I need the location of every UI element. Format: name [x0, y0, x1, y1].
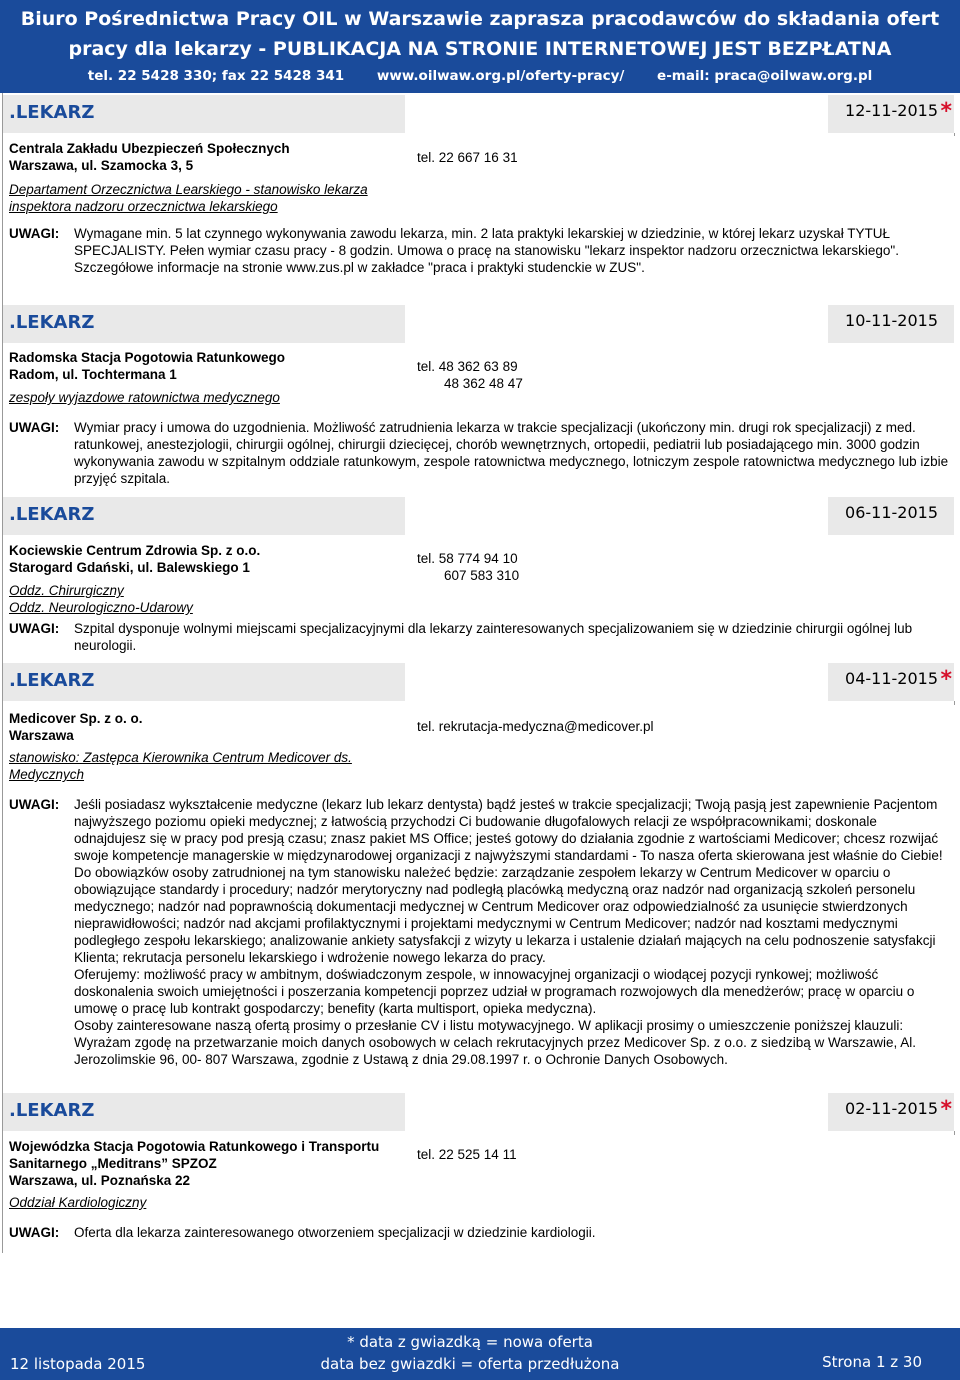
employer-address: Warszawa, ul. Szamocka 3, 5 — [9, 158, 194, 173]
phone-number: tel. 22 525 14 11 — [417, 1147, 517, 1162]
date-box — [828, 497, 954, 535]
divider — [954, 701, 955, 705]
footer — [0, 1328, 960, 1380]
remarks-label: UWAGI: — [9, 797, 60, 812]
header-banner — [0, 0, 960, 93]
banner-line-2: pracy dla lekarzy - PUBLIKACJA NA STRONIE INTERNETOWEJ JEST BEZPŁATNA — [68, 38, 892, 60]
employer-name: Centrala Zakładu Ubezpieczeń Społecznych — [9, 141, 290, 156]
position-line: Oddz. Neurologiczno-Udarowy — [9, 600, 193, 615]
position — [9, 181, 368, 215]
remarks — [9, 225, 949, 295]
banner-phone: tel. 22 5428 330; fax 22 5428 341 — [87, 68, 345, 84]
remarks — [9, 796, 949, 1086]
remarks-paragraph: Oferujemy: możliwość pracy w ambitnym, doświadczonym zespole, w innowacyjnej organizacji o wiodącej pozycji rynkowej; możliwość doskonalenia swoich umiejętności i poszerzania kompetencji poprzez udział w programach rozwojowych dla menedżerów; pracę w oparciu o umowę o pracę lub kontrakt gospodarczy; benefity (karta multisport, opieka medyczna). — [74, 967, 915, 1016]
section-bar — [3, 497, 405, 535]
remarks-paragraph: Wymagane min. 5 lat czynnego wykonywania zawodu lekarza, min. 2 lata praktyki lekarskiej w dziedzinie, w której lekarz uzyskał TYTUŁ SPECJALISTY. Pełen wymiar czasu pracy - 8 godzin. Umowa o pracę na stanowisku "lekarz inspektor nadzoru orzecznictwa lekarskiego". — [74, 226, 899, 258]
offer-date: 12-11-2015 — [845, 101, 938, 120]
position-line: stanowisko: Zastępca Kierownika Centrum Medicover ds. — [9, 750, 352, 765]
offer-date: 02-11-2015 — [845, 1099, 938, 1118]
position — [9, 1194, 146, 1211]
date-box — [828, 95, 954, 133]
employer-name-cont: Sanitarnego „Meditrans” SPZOZ — [9, 1156, 217, 1171]
employer — [9, 140, 290, 174]
footer-date: 12 listopada 2015 — [10, 1355, 146, 1373]
offer-date: 04-11-2015 — [845, 669, 938, 688]
employer — [9, 349, 285, 383]
position — [9, 749, 352, 783]
remarks-paragraph: Osoby zainteresowane naszą ofertą prosimy o przesłanie CV i listu motywacyjnego. W aplikacji prosimy o umieszczenie poniższej klauzuli: Wyrażam zgodę na przetwarzanie moich danych osobowych w celach rekrutacyjnych przez Medicover Sp. z o.o. z siedzibą w Warszawie, Al. Jerozolimskie 96, 00- 807 Warszawa, zgodnie z Ustawą z dnia 29.08.1997 r. o Ochronie Danych Osobowych. — [74, 1018, 916, 1067]
section-label: .LEKARZ — [9, 670, 95, 691]
phone-number: tel. 48 362 63 89 — [417, 359, 518, 374]
remarks-paragraph: Do obowiązków osoby zatrudnionej na tym stanowisku należeć będzie: zarządzanie zespołem lekarzy w Centrum Medicover w oparciu o obowiązujące standardy i procedury; nadzór merytoryczny nad podległą placówką medyczną oraz nadzór nad organizacją szkoleń personelu medycznego; nadzór nad poprawnością dokumentacji medycznej w Centrum Medicover oraz odpowiedzialność za usunięcie stwierdzonych nieprawidłowości; nadzór nad akcjami profilaktycznymi i projektami medycznymi w Centrum Medicover; nadzór nad kosztami medycznymi podległego zespołu lekarskiego; analizowanie ankiety satysfakcji z wizyty u lekarza i ustalenie działań mających na celu podnoszenie satysfakcji Klienta; rekrutacja personelu lekarskiego i wdrożenie nowego lekarza do pracy. — [74, 865, 936, 965]
position-line: Oddział Kardiologiczny — [9, 1195, 147, 1210]
employer — [9, 542, 260, 576]
remarks-paragraph: Oferta dla lekarza zainteresowanego otworzeniem specjalizacji w dziedzinie kardiologii. — [74, 1225, 596, 1240]
phone — [417, 358, 523, 392]
phone-number: tel. 58 774 94 10 — [417, 551, 518, 566]
employer-address: Warszawa, ul. Poznańska 22 — [9, 1173, 191, 1188]
remarks-label: UWAGI: — [9, 621, 60, 636]
remarks-paragraph: Wymiar pracy i umowa do uzgodnienia. Możliwość zatrudnienia lekarza w trakcie specjalizacji (ukończony min. drugi rok specjalizacji) z med. ratunkowej, anestezjologii, chirurgii ogólnej, chirurgii dziecięcej, chorób wewnętrznych, ortopedii, pediatrii lub posiadającego min. 3000 godzin wykonywania zawodu w szpitalnym oddziale ratunkowym, zespole ratownictwa medycznego, lotniczym zespole ratownictwa medycznego lub izbie przyjęć szpitala. — [74, 420, 949, 486]
remarks-paragraph: Szczegółowe informacje na stronie www.zus.pl w zakładce "praca i praktyki studenckie w ZUS". — [74, 260, 645, 275]
phone — [417, 1146, 517, 1163]
new-offer-star-icon: * — [940, 99, 952, 124]
section-bar — [3, 1093, 405, 1131]
employer-address: Radom, ul. Tochtermana 1 — [9, 367, 177, 382]
position-line: Medycznych — [9, 767, 85, 782]
phone-number: tel. 22 667 16 31 — [417, 150, 518, 165]
offer-date: 10-11-2015 — [845, 311, 938, 330]
phone-email[interactable]: tel. rekrutacja-medyczna@medicover.pl — [417, 719, 654, 734]
employer — [9, 1138, 379, 1189]
employer-address: Starogard Gdański, ul. Balewskiego 1 — [9, 560, 250, 575]
section-bar — [3, 305, 405, 343]
employer-name: Wojewódzka Stacja Pogotowia Ratunkowego i Transportu — [9, 1139, 380, 1154]
remarks-label: UWAGI: — [9, 1225, 60, 1240]
phone — [417, 550, 519, 584]
offer-date: 06-11-2015 — [845, 503, 938, 522]
date-box — [828, 1093, 954, 1131]
footer-legend-extended: data bez gwiazdki = oferta przedłużona — [320, 1355, 620, 1373]
position-line: zespoły wyjazdowe ratownictwa medycznego — [9, 390, 280, 405]
employer-name: Medicover Sp. z o. o. — [9, 711, 143, 726]
banner-contact — [0, 66, 960, 86]
position — [9, 582, 193, 616]
section-label: .LEKARZ — [9, 312, 95, 333]
remarks-paragraph: Jeśli posiadasz wykształcenie medyczne (lekarz lub lekarz dentysta) bądź jesteś w trakcie specjalizacji; Twoją pasją jest zapewnienie Pacjentom najwyższego poziomu opieki medycznej; z łatwością przychodzi Ci budowanie długofalowych relacji ze współpracownikami; doskonale odnajdujesz się w pracy pod presją czasu; znasz pakiet MS Office; jesteś gotowy do działania zgodnie z wartościami Medicover; chcesz rozwijać swoje kompetencje managerskie w międzynarodowej organizacji z najwyższymi standardami - To nasza oferta skierowana jest właśnie do Ciebie! — [74, 797, 943, 863]
remarks-label: UWAGI: — [9, 420, 60, 435]
phone — [417, 149, 518, 166]
divider — [954, 133, 955, 136]
position-line: Oddz. Chirurgiczny — [9, 583, 124, 598]
position-line: inspektora nadzoru orzecznictwa lekarskiego — [9, 199, 278, 214]
phone-number: 607 583 310 — [444, 568, 520, 583]
section-label: .LEKARZ — [9, 504, 95, 525]
new-offer-star-icon: * — [940, 1097, 952, 1122]
section-label: .LEKARZ — [9, 102, 95, 123]
remarks — [9, 620, 949, 656]
remarks-text — [74, 225, 949, 276]
remarks-paragraph: Szpital dysponuje wolnymi miejscami specjalizacyjnymi dla lekarzy zainteresowanych specjalizowaniem się w dziedzinie chirurgii ogólnej lub neurologii. — [74, 621, 913, 653]
section-bar — [3, 95, 405, 133]
employer-name: Radomska Stacja Pogotowia Ratunkowego — [9, 350, 286, 365]
new-offer-star-icon: * — [940, 667, 952, 692]
divider — [954, 1131, 955, 1135]
phone-number: 48 362 48 47 — [444, 376, 523, 391]
banner-line-1: Biuro Pośrednictwa Pracy OIL w Warszawie zaprasza pracodawców do składania ofert — [20, 8, 940, 30]
date-box — [828, 663, 954, 701]
remarks-text — [74, 419, 949, 487]
employer — [9, 710, 143, 744]
remarks — [9, 1224, 949, 1244]
remarks — [9, 419, 949, 489]
employer-address: Warszawa — [9, 728, 74, 743]
section-label: .LEKARZ — [9, 1100, 95, 1121]
remarks-label: UWAGI: — [9, 226, 60, 241]
section-bar — [3, 663, 405, 701]
remarks-text — [74, 1224, 949, 1241]
position-line: Departament Orzecznictwa Learskiego - stanowisko lekarza — [9, 182, 368, 197]
position — [9, 389, 280, 406]
remarks-text — [74, 796, 949, 1068]
banner-www-link[interactable]: www.oilwaw.org.pl/oferty-pracy/ — [376, 68, 625, 84]
banner-email-link[interactable]: e-mail: praca@oilwaw.org.pl — [657, 68, 873, 84]
phone — [417, 718, 654, 735]
page-number: Strona 1 z 30 — [822, 1353, 922, 1371]
remarks-text — [74, 620, 949, 654]
footer-legend-new: * data z gwiazdką = nowa oferta — [347, 1333, 593, 1351]
date-box — [828, 305, 954, 343]
employer-name: Kociewskie Centrum Zdrowia Sp. z o.o. — [9, 543, 261, 558]
